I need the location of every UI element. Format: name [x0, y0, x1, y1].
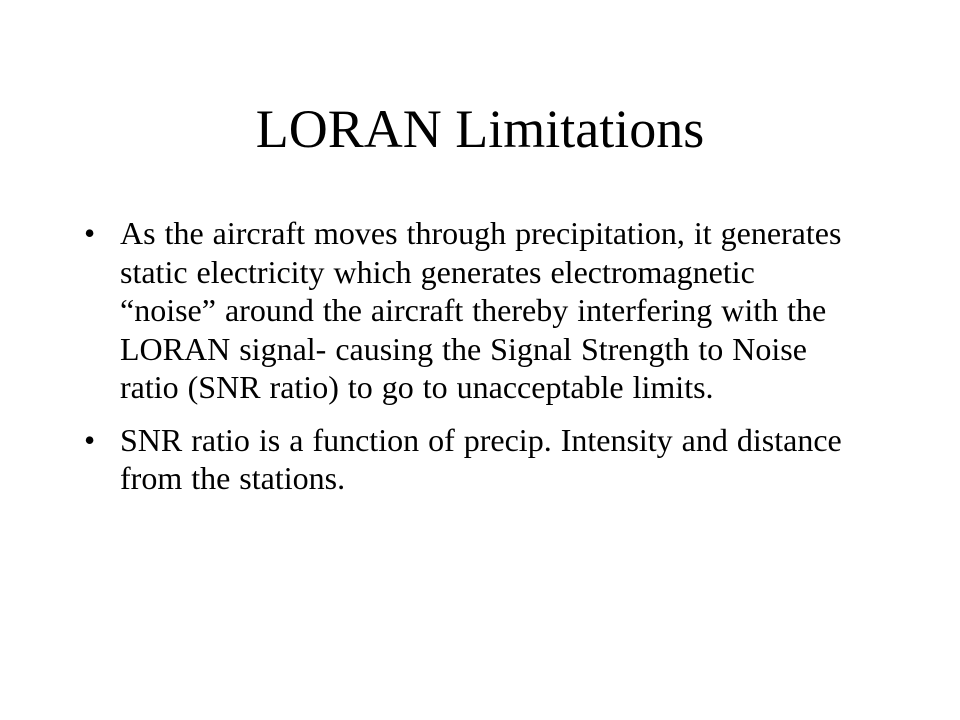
bullet-text: As the aircraft moves through precipitation, it generates static electricity which generates electromagnetic “noise” around the aircraft thereby interfering with the LORAN signal- causing the Signal Strength to Noise ratio (SNR ratio) to go to unacceptable limits. — [120, 215, 842, 405]
bullet-item — [84, 214, 844, 407]
bullet-text: SNR ratio is a function of precip. Intensity and distance from the stations. — [120, 421, 842, 496]
slide-title: LORAN Limitations — [255, 99, 705, 159]
bullet-list — [84, 214, 844, 512]
bullet-item — [84, 421, 844, 498]
bullet-icon: • — [84, 215, 96, 251]
bullet-icon: • — [84, 421, 96, 458]
